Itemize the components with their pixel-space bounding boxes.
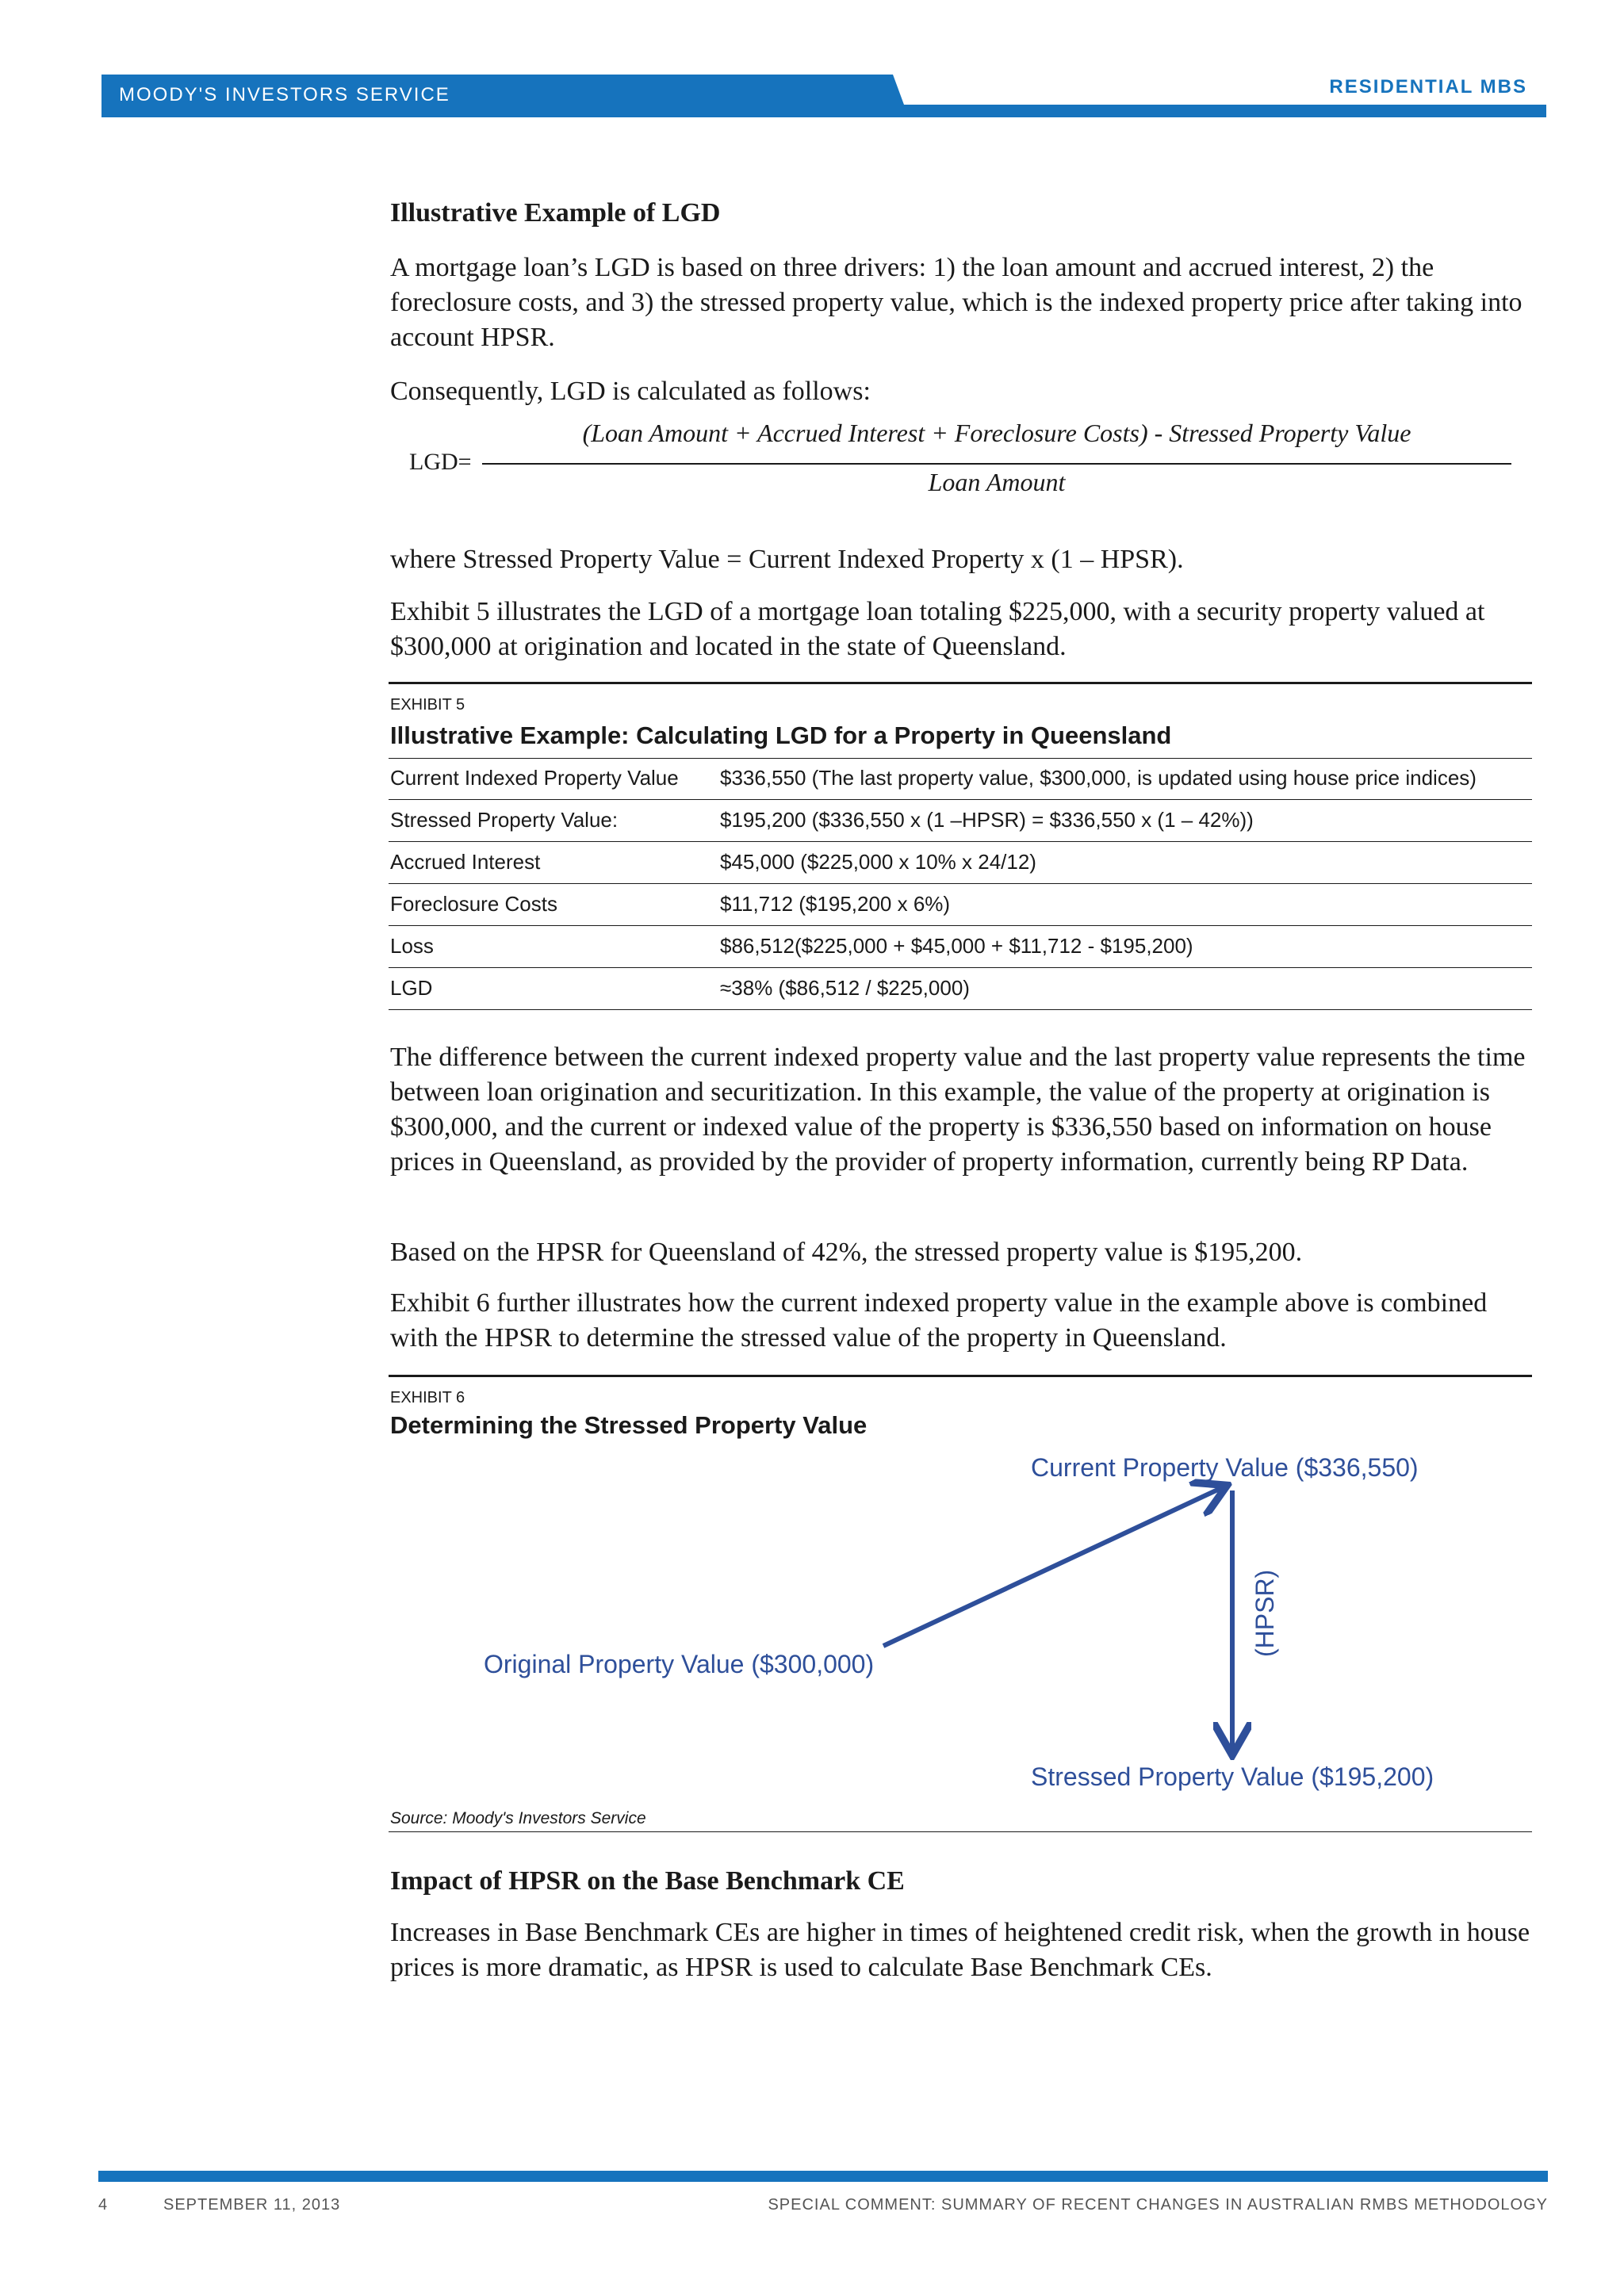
stressed-value-label: Stressed Property Value ($195,200) [1031, 1762, 1434, 1791]
table-row-value: $86,512($225,000 + $45,000 + $11,712 - $195,200) [720, 934, 1193, 958]
hpsr-label: (HPSR) [1251, 1569, 1279, 1657]
exhibit6-source: Source: Moody's Investors Service [390, 1809, 646, 1827]
exhibit6-bottom-rule [389, 1831, 1532, 1832]
paragraph-stressed-definition: where Stressed Property Value = Current Indexed Property x (1 – HPSR). [390, 545, 1184, 574]
page-number: 4 [98, 2196, 108, 2214]
growth-arrow [883, 1487, 1223, 1646]
exhibit6-label: EXHIBIT 6 [390, 1389, 465, 1406]
table-row-value: $195,200 ($336,550 x (1 –HPSR) = $336,550 x (1 – 42%)) [720, 808, 1254, 832]
original-value-label: Original Property Value ($300,000) [484, 1650, 875, 1678]
paragraph-exhibit6-intro: Exhibit 6 further illustrates how the current indexed property value in the example above is combined with the HPSR to determine the stressed value of the property in Queensland. [390, 1288, 1488, 1353]
formula-denominator: Loan Amount [928, 468, 1066, 496]
table-row-label: Loss [390, 934, 434, 958]
footer-bar [98, 2171, 1548, 2182]
table-row-value: $336,550 (The last property value, $300,000, is updated using house price indices) [720, 766, 1477, 790]
section-heading-impact: Impact of HPSR on the Base Benchmark CE [390, 1866, 905, 1896]
paragraph-difference: The difference between the current indexed property value and the last property value represents the time between loan origination and securitization. In this example, the value of the property at origination is $300,000, and the current or indexed value of the property is $336,550 based on information on house prices in Queensland, as provided by the provider of property information, currently being RP Data. [390, 1043, 1526, 1177]
formula-numerator: (Loan Amount + Accrued Interest + Foreclosure Costs) - Stressed Property Value [582, 419, 1411, 447]
table-row-label: Stressed Property Value: [390, 808, 619, 832]
section-heading-lgd: Illustrative Example of LGD [390, 198, 721, 228]
paragraph-hpsr-queensland: Based on the HPSR for Queensland of 42%, the stressed property value is $195,200. [390, 1238, 1303, 1267]
footer-date: SEPTEMBER 11, 2013 [163, 2196, 341, 2214]
section-tag: RESIDENTIAL MBS [1329, 76, 1527, 98]
table-row-value: ≈38% ($86,512 / $225,000) [720, 976, 970, 1000]
current-value-label: Current Property Value ($336,550) [1031, 1453, 1419, 1482]
paragraph-calculated-as: Consequently, LGD is calculated as follows: [390, 377, 871, 406]
table-row-label: Current Indexed Property Value [390, 766, 679, 790]
exhibit6-title: Determining the Stressed Property Value [390, 1411, 868, 1439]
footer-title: SPECIAL COMMENT: SUMMARY OF RECENT CHANGES IN AUSTRALIAN RMBS METHODOLOGY [768, 2196, 1548, 2214]
brand-name: MOODY'S INVESTORS SERVICE [119, 84, 450, 105]
table-row-label: Foreclosure Costs [390, 892, 557, 916]
table-row-value: $11,712 ($195,200 x 6%) [720, 892, 951, 916]
table-row-label: LGD [390, 976, 433, 1000]
exhibit5-label: EXHIBIT 5 [390, 696, 465, 714]
paragraph-lgd-drivers: A mortgage loan’s LGD is based on three drivers: 1) the loan amount and accrued interest, 2) the foreclosure costs, and 3) the stressed property value, which is the indexed property price after taking into account HPSR. [390, 253, 1522, 352]
table-row-label: Accrued Interest [390, 850, 541, 874]
table-row-value: $45,000 ($225,000 x 10% x 24/12) [720, 850, 1036, 874]
paragraph-impact: Increases in Base Benchmark CEs are higher in times of heightened credit risk, when the growth in house prices is more dramatic, as HPSR is used to calculate Base Benchmark CEs. [390, 1918, 1530, 1982]
formula-lhs: LGD= [409, 449, 472, 475]
paragraph-exhibit5-intro: Exhibit 5 illustrates the LGD of a mortgage loan totaling $225,000, with a security property valued at $300,000 at origination and located in the state of Queensland. [390, 597, 1485, 661]
exhibit5-title: Illustrative Example: Calculating LGD for a Property in Queensland [390, 721, 1172, 749]
